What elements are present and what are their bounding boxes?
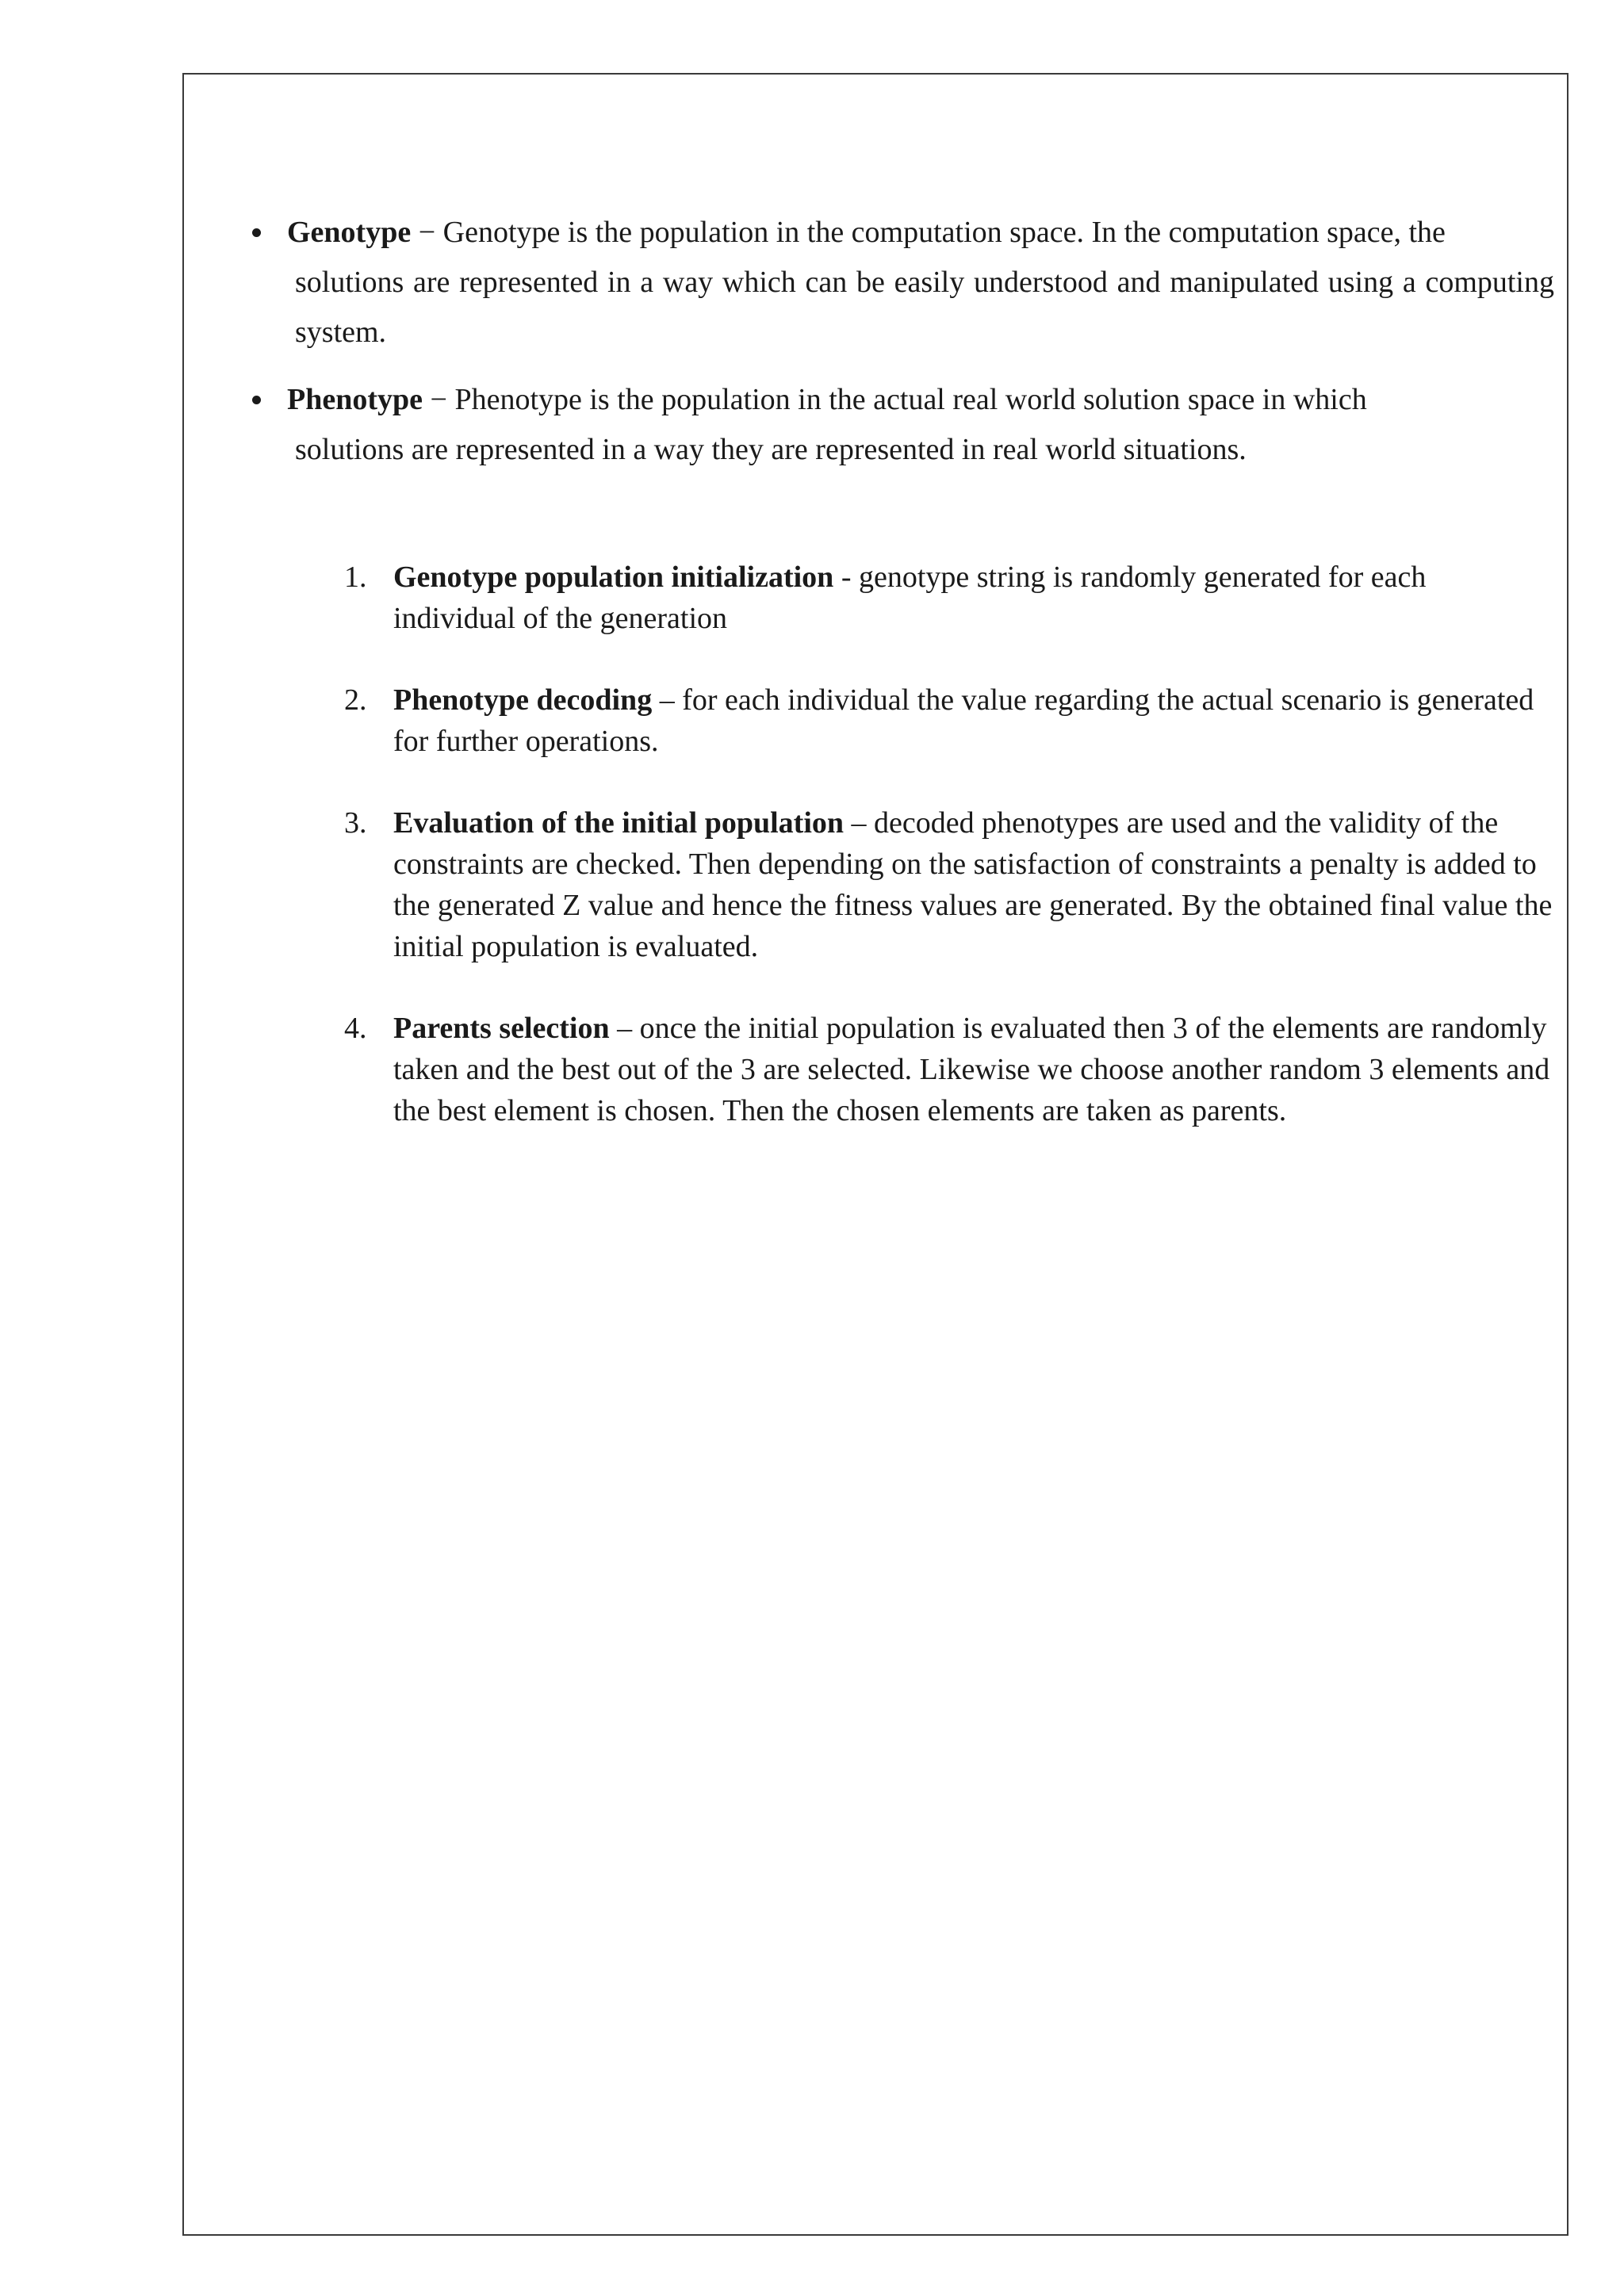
bullet-rest-text: solutions are represented in a way they are represented in real world situations. — [295, 433, 1247, 466]
step-term: Parents selection — [393, 1012, 610, 1045]
step-term: Evaluation of the initial population — [393, 806, 845, 840]
step-text: – once the initial population is evaluated then 3 of the elements are randomly taken and the best out of the 3 are selected. Likewise we choose another random 3 elements and the best element is chosen. Then the chosen elements are taken as parents. — [393, 1012, 1550, 1127]
bullet-first-line — [287, 208, 1554, 258]
step-number: 1. — [344, 561, 367, 594]
step-4 — [333, 1008, 1554, 1131]
bullet-dot-icon — [252, 396, 261, 404]
bullet-separator: − — [411, 216, 443, 249]
definitions-bullet-list — [246, 208, 1554, 492]
step-3 — [333, 802, 1554, 967]
step-number: 3. — [344, 806, 367, 840]
step-text: - genotype string is randomly generated for each individual of the generation — [393, 561, 1427, 635]
step-text: – decoded phenotypes are used and the validity of the constraints are checked. Then depending on the satisfaction of constraints a penalty is added to the generated Z value and hence the fitness values are generated. By the obtained final value the initial population is evaluated. — [393, 806, 1553, 963]
bullet-term: Genotype — [287, 216, 412, 249]
steps-numbered-list — [333, 557, 1554, 1172]
bullet-rest-text: solutions are represented in a way which can be easily understood and manipulated using a computing system. — [295, 266, 1554, 349]
step-number: 4. — [344, 1012, 367, 1045]
step-text: – for each individual the value regarding the actual scenario is generated for further operations. — [393, 683, 1534, 758]
bullet-separator: − — [423, 383, 455, 416]
bullet-line1-text: Genotype is the population in the computation space. In the computation space, the — [442, 216, 1446, 249]
bullet-genotype — [246, 208, 1554, 358]
step-1 — [333, 557, 1554, 639]
bullet-phenotype — [246, 375, 1554, 475]
bullet-first-line — [287, 375, 1554, 425]
bullet-dot-icon — [252, 228, 261, 237]
step-2 — [333, 679, 1554, 762]
step-term: Phenotype decoding — [393, 683, 653, 717]
step-number: 2. — [344, 683, 367, 717]
bullet-line1-text: Phenotype is the population in the actual real world solution space in which — [454, 383, 1367, 416]
step-term: Genotype population initialization — [393, 561, 834, 594]
bullet-term: Phenotype — [287, 383, 423, 416]
